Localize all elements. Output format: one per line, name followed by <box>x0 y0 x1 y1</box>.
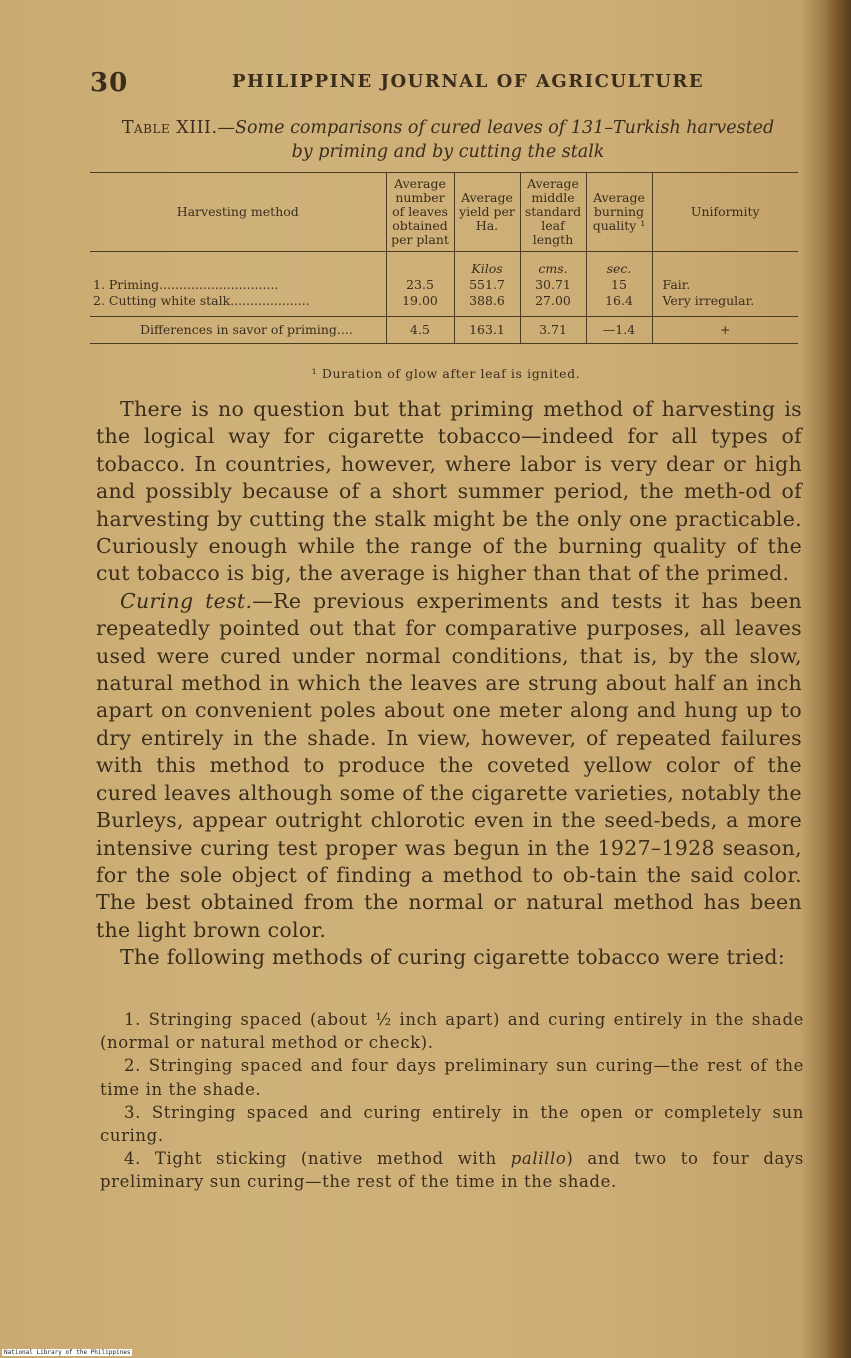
row-burning: 15 <box>586 277 652 293</box>
unit-cell <box>386 252 454 278</box>
paragraph: The following methods of curing cigarette tobacco were tried: <box>120 945 786 970</box>
col-header-yield: Average yield per Ha. <box>454 173 520 252</box>
row-method: 1. Priming.............................. <box>93 277 279 292</box>
table-title-line2: by priming and by cutting the stalk <box>291 142 605 162</box>
unit-cell: cms. <box>520 252 586 278</box>
row-uniformity: Fair. <box>652 277 798 293</box>
running-header <box>90 68 810 102</box>
table-label: Table XIII. <box>121 118 218 138</box>
row-yield: 388.6 <box>454 293 520 317</box>
page-edge-shadow <box>825 0 851 1358</box>
col-header-uniformity: Uniformity <box>652 173 798 252</box>
col-header-leaves: Average number of leaves obtained per plant <box>386 173 454 252</box>
row-method: 2. Cutting white stalk.................... <box>93 293 310 308</box>
table-header-row <box>90 173 798 252</box>
units-row <box>90 252 798 278</box>
table-row <box>90 277 798 293</box>
table-caption <box>92 116 804 164</box>
row-yield: 551.7 <box>454 277 520 293</box>
table-row <box>90 293 798 317</box>
difference-row <box>90 317 798 344</box>
col-header-method: Harvesting method <box>90 173 386 252</box>
list-item: 3. Stringing spaced and curing entirely in the open or completely sun curing. <box>100 1102 804 1146</box>
diff-uniformity: + <box>652 317 798 344</box>
row-leaves: 23.5 <box>386 277 454 293</box>
row-leaves: 19.00 <box>386 293 454 317</box>
comparison-table <box>90 172 798 344</box>
table-title-line1: —Some comparisons of cured leaves of 131–Turkish harvested <box>217 118 775 138</box>
diff-burning: —1.4 <box>586 317 652 344</box>
list-item-text: ) and two to four days preliminary sun curing—the rest of the time in the shade. <box>100 1149 804 1192</box>
list-item <box>100 1147 804 1193</box>
page-number: 30 <box>90 68 129 98</box>
journal-title: PHILIPPINE JOURNAL OF AGRICULTURE <box>232 71 705 92</box>
paragraph <box>96 588 802 944</box>
row-length: 30.71 <box>520 277 586 293</box>
diff-length: 3.71 <box>520 317 586 344</box>
unit-cell <box>90 252 386 278</box>
row-burning: 16.4 <box>586 293 652 317</box>
col-header-length: Average middle standard leaf length <box>520 173 586 252</box>
paragraph-text: —Re previous experiments and tests it has been repeatedly pointed out that for comparative purposes, all leaves used were cured under normal conditions, that is, by the slow, natural method in which the leaves are strung about half an inch apart on convenient poles about one meter along and hung up to dry entirely in the shade. In view, however, of repeated failures with this method to produce the coveted yellow color of the cured leaves although some of the cigarette varieties, notably the Burleys, appear outright chlorotic even in the seed-beds, a more intensive curing test proper was begun in the 1927–1928 season, for the sole object of finding a method to ob-tain the said color. The best obtained from the normal or natural method has been the light brown color. <box>96 588 802 942</box>
paragraph: There is no question but that priming method of harvesting is the logical way for cigarette tobacco—indeed for all types of tobacco. In countries, however, where labor is very dear or high and possibly because of a short summer period, the meth-od of harvesting by cutting the stalk might be the only one practicable. Curiously enough while the range of the burning quality of the cut tobacco is big, the average is higher than that of the primed. <box>96 397 802 586</box>
diff-yield: 163.1 <box>454 317 520 344</box>
section-heading: Curing test. <box>120 588 253 613</box>
unit-cell: sec. <box>586 252 652 278</box>
library-stamp: National Library of the Philippines <box>4 1349 131 1356</box>
diff-label: Differences in savor of priming.... <box>90 317 386 344</box>
list-item-emphasis: palillo <box>510 1149 567 1169</box>
list-item-text: 4. Tight sticking (native method with <box>124 1149 511 1169</box>
table-footnote: ¹ Duration of glow after leaf is ignited. <box>311 366 581 381</box>
col-header-burning: Average burning quality ¹ <box>586 173 652 252</box>
unit-cell <box>652 252 798 278</box>
list-item: 1. Stringing spaced (about ½ inch apart) and curing entirely in the shade (normal or natural method or check). <box>100 1010 804 1053</box>
list-item: 2. Stringing spaced and four days preliminary sun curing—the rest of the time in the shade. <box>100 1056 804 1099</box>
curing-methods-list <box>100 1008 804 1194</box>
diff-leaves: 4.5 <box>386 317 454 344</box>
body-text <box>96 396 802 972</box>
row-length: 27.00 <box>520 293 586 317</box>
unit-cell: Kilos <box>454 252 520 278</box>
row-uniformity: Very irregular. <box>652 293 798 317</box>
